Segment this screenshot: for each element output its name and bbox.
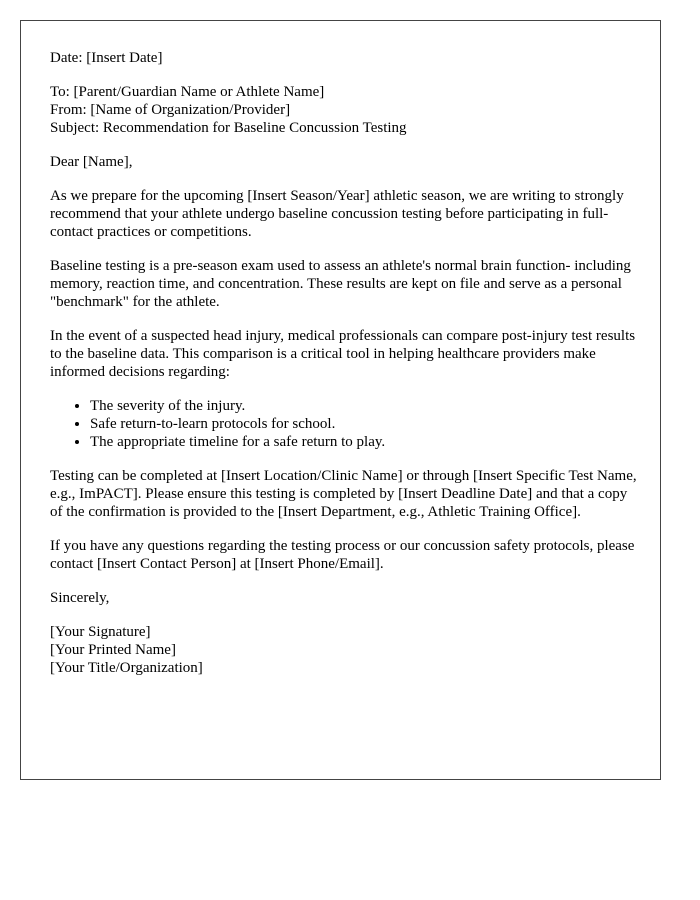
header-block bbox=[50, 83, 640, 137]
closing-block bbox=[50, 589, 640, 607]
salutation-block bbox=[50, 153, 640, 171]
title-organization-line: [Your Title/Organization] bbox=[50, 660, 203, 676]
printed-name-line: [Your Printed Name] bbox=[50, 642, 176, 658]
paragraph-testing-location: Testing can be completed at [Insert Location/Clinic Name] or through [Insert Specific Test Name, e.g., ImPACT]. Please ensure this testing is completed by [Insert Deadline Date] and that a copy of the confirmation is provided to the [Insert Department, e.g., Athletic Training Office]. bbox=[50, 468, 637, 520]
letter-body bbox=[50, 49, 640, 693]
paragraph-contact: If you have any questions regarding the testing process or our concussion safety protocols, please contact [Insert Contact Person] at [Insert Phone/Email]. bbox=[50, 538, 635, 572]
to-line: To: [Parent/Guardian Name or Athlete Name] bbox=[50, 84, 325, 100]
date-line: Date: [Insert Date] bbox=[50, 50, 163, 66]
signature-line: [Your Signature] bbox=[50, 624, 151, 640]
list-item: • The appropriate timeline for a safe return to play. bbox=[90, 433, 640, 451]
paragraph-baseline-definition: Baseline testing is a pre-season exam used to assess an athlete's normal brain function- including memory, reaction time, and concentration. These results are kept on file and serve as a personal "benchmark" for the athlete. bbox=[50, 258, 631, 310]
paragraph-intro: As we prepare for the upcoming [Insert Season/Year] athletic season, we are writing to strongly recommend that your athlete undergo baseline concussion testing before participating in full-contact practices or competitions. bbox=[50, 188, 624, 240]
salutation: Dear [Name], bbox=[50, 154, 133, 170]
closing: Sincerely, bbox=[50, 590, 110, 606]
signature-block bbox=[50, 623, 640, 677]
from-line: From: [Name of Organization/Provider] bbox=[50, 102, 291, 118]
list-item: • The severity of the injury. bbox=[90, 397, 640, 415]
date-block bbox=[50, 49, 640, 67]
letter-page bbox=[20, 20, 661, 780]
paragraph-comparison: In the event of a suspected head injury, medical professionals can compare post-injury test results to the baseline data. This comparison is a critical tool in helping healthcare providers make informed decisions regarding: bbox=[50, 328, 636, 380]
list-item: • Safe return-to-learn protocols for school. bbox=[90, 415, 640, 433]
decision-list bbox=[50, 397, 640, 451]
subject-line: Subject: Recommendation for Baseline Concussion Testing bbox=[50, 120, 407, 136]
